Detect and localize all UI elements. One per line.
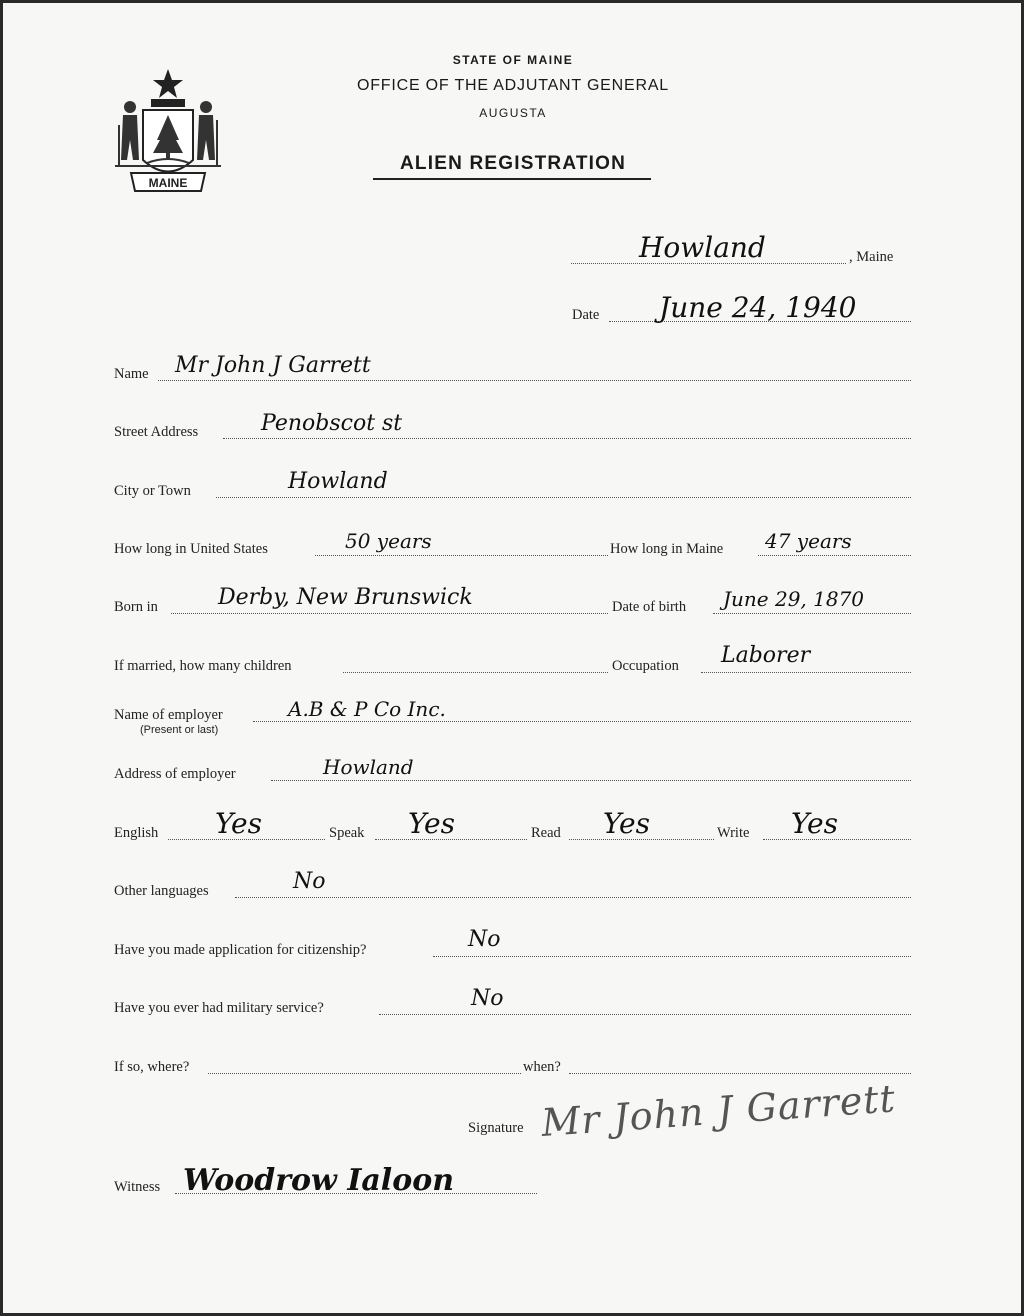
if-so-where-label: If so, where? bbox=[114, 1059, 190, 1075]
date-of-birth-value: June 29, 1870 bbox=[723, 587, 865, 611]
other-languages-value: No bbox=[293, 869, 326, 894]
witness-label: Witness bbox=[114, 1179, 161, 1195]
employer-value: A.B & P Co Inc. bbox=[288, 697, 446, 721]
read-label: Read bbox=[531, 825, 561, 841]
speak-value: Yes bbox=[408, 807, 455, 840]
signature-value: Mr John J Garrett bbox=[539, 1076, 898, 1145]
how-long-maine-value: 47 years bbox=[765, 529, 852, 553]
read-value: Yes bbox=[603, 807, 650, 840]
occupation-line bbox=[701, 672, 911, 673]
name-value: Mr John J Garrett bbox=[175, 353, 371, 378]
citizenship-line bbox=[433, 956, 911, 957]
write-label: Write bbox=[717, 825, 750, 841]
how-long-us-label: How long in United States bbox=[114, 541, 268, 557]
employer-address-value: Howland bbox=[323, 755, 414, 779]
military-line bbox=[379, 1014, 911, 1015]
military-label: Have you ever had military service? bbox=[114, 1000, 324, 1016]
date-label: Date bbox=[572, 307, 600, 323]
street-address-label: Street Address bbox=[114, 424, 199, 440]
born-in-line bbox=[171, 613, 608, 614]
city-label: City or Town bbox=[114, 483, 191, 499]
employer-label: Name of employer bbox=[114, 707, 223, 723]
place-suffix: , Maine bbox=[849, 249, 894, 265]
english-label: English bbox=[114, 825, 159, 841]
how-long-us-value: 50 years bbox=[345, 529, 432, 553]
date-value: June 24, 1940 bbox=[659, 291, 857, 324]
occupation-value: Laborer bbox=[721, 643, 811, 668]
english-value: Yes bbox=[215, 807, 262, 840]
born-in-label: Born in bbox=[114, 599, 158, 615]
citizenship-label: Have you made application for citizenship? bbox=[114, 942, 367, 958]
header-state: STATE OF MAINE bbox=[452, 53, 574, 67]
date-of-birth-line bbox=[713, 613, 911, 614]
born-in-value: Derby, New Brunswick bbox=[218, 585, 473, 610]
military-value: No bbox=[471, 986, 504, 1011]
write-value: Yes bbox=[791, 807, 838, 840]
children-line bbox=[343, 672, 608, 673]
other-languages-line bbox=[235, 897, 911, 898]
employer-line bbox=[253, 721, 911, 722]
signature-label: Signature bbox=[468, 1120, 524, 1136]
how-long-maine-label: How long in Maine bbox=[610, 541, 724, 557]
city-value: Howland bbox=[288, 469, 388, 494]
header-city: AUGUSTA bbox=[479, 106, 547, 120]
name-label: Name bbox=[114, 366, 149, 382]
employer-address-line bbox=[271, 780, 911, 781]
employer-sublabel: (Present or last) bbox=[140, 724, 219, 736]
seal-banner-text: MAINE bbox=[148, 176, 188, 190]
how-long-maine-line bbox=[758, 555, 911, 556]
other-languages-label: Other languages bbox=[114, 883, 209, 899]
title-underline bbox=[373, 178, 651, 180]
employer-address-label: Address of employer bbox=[114, 766, 236, 782]
witness-value: Woodrow Ialoon bbox=[183, 1163, 455, 1198]
when-label: when? bbox=[523, 1059, 561, 1075]
header-office: OFFICE OF THE ADJUTANT GENERAL bbox=[356, 77, 670, 94]
street-address-value: Penobscot st bbox=[261, 411, 403, 436]
when-line bbox=[569, 1073, 911, 1074]
form-title: ALIEN REGISTRATION bbox=[399, 153, 627, 174]
citizenship-value: No bbox=[468, 927, 501, 952]
occupation-label: Occupation bbox=[612, 658, 679, 674]
state-of-maine-seal-icon bbox=[113, 65, 223, 200]
name-line bbox=[158, 380, 911, 381]
speak-label: Speak bbox=[329, 825, 365, 841]
street-address-line bbox=[223, 438, 911, 439]
if-so-where-line bbox=[208, 1073, 521, 1074]
date-of-birth-label: Date of birth bbox=[612, 599, 687, 615]
place-value: Howland bbox=[639, 231, 766, 264]
city-line bbox=[216, 497, 911, 498]
children-label: If married, how many children bbox=[114, 658, 292, 674]
how-long-us-line bbox=[315, 555, 608, 556]
